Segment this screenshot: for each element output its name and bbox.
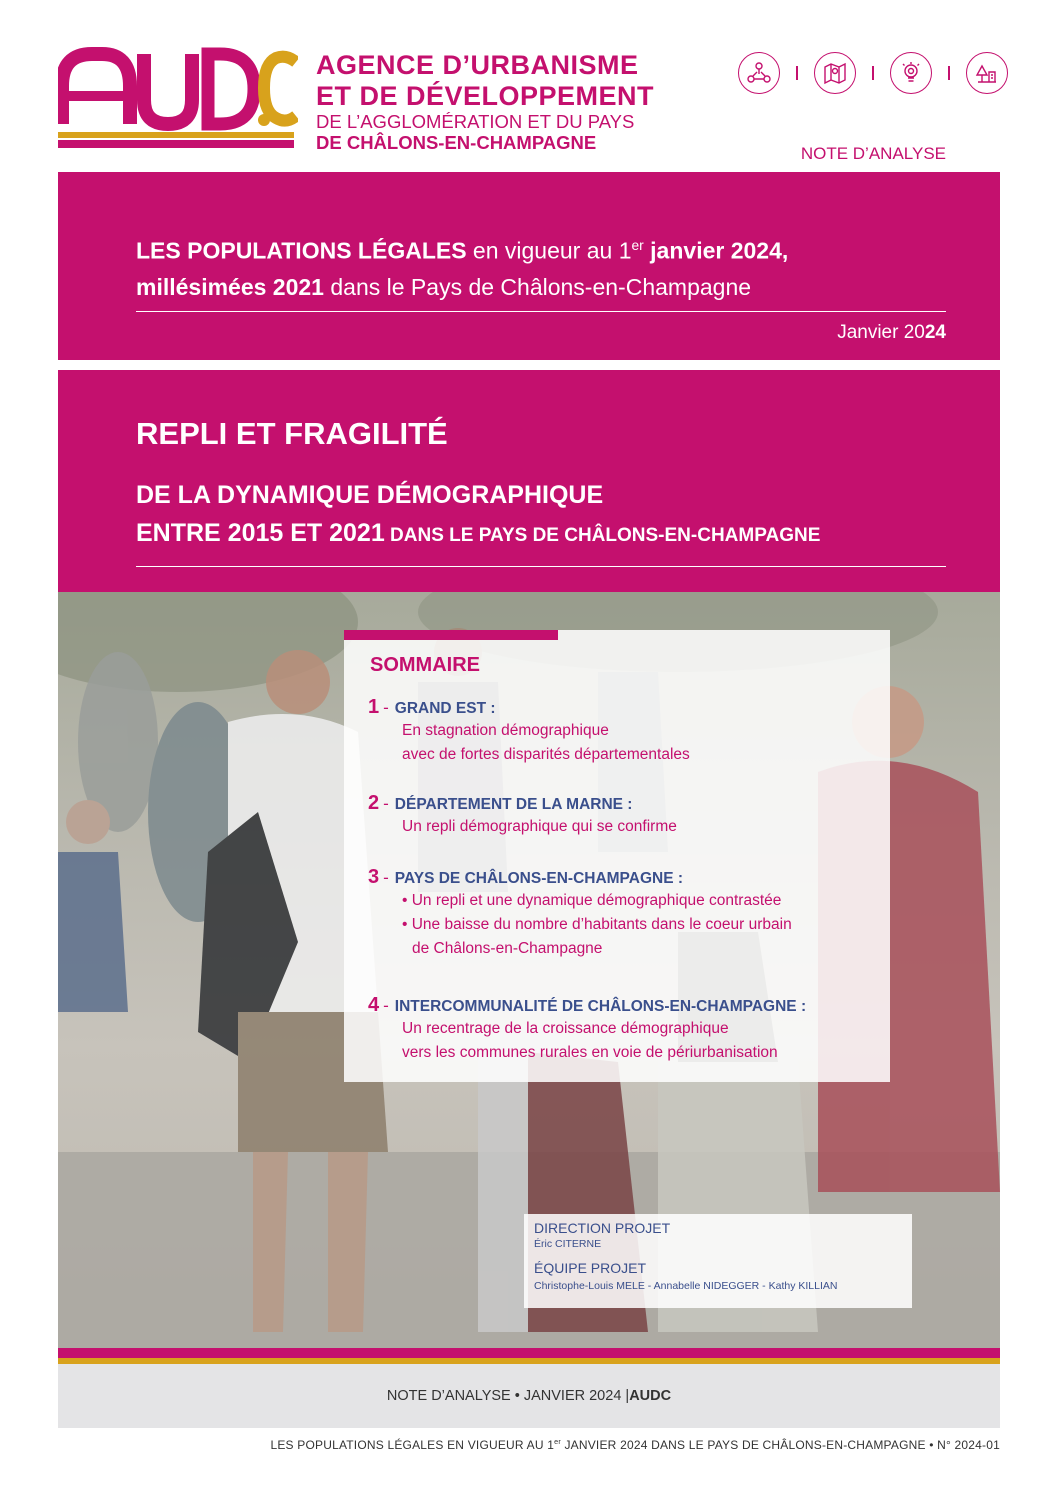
audc-logo (58, 40, 298, 150)
direction-label: DIRECTION PROJET (534, 1220, 671, 1236)
accent-bar (344, 630, 558, 640)
title-part-e: dans le Pays de Châlons-en-Champagne (323, 273, 752, 300)
document-reference (270, 1437, 1000, 1452)
headline-line-3b: DANS LE PAYS DE CHÂLONS-EN-CHAMPAGNE (384, 525, 821, 546)
title-part-a: LES POPULATIONS LÉGALES (136, 237, 467, 264)
item-dash: - (383, 996, 389, 1015)
map-icon (814, 52, 856, 94)
item-line: de Châlons-en-Champagne (412, 940, 603, 957)
separator (948, 66, 950, 80)
title-part-c: janvier 2024, (643, 237, 789, 264)
headline-line-2: DE LA DYNAMIQUE DÉMOGRAPHIQUE (136, 481, 604, 509)
summary-item-4[interactable] (368, 994, 806, 1065)
item-heading: GRAND EST : (394, 700, 496, 717)
item-heading: PAYS DE CHÂLONS-EN-CHAMPAGNE : (394, 870, 683, 887)
item-dash: - (383, 868, 389, 887)
title-sup: er (631, 238, 644, 253)
headline-sub (136, 476, 820, 555)
item-line: avec de fortes disparités départementales (402, 746, 690, 763)
reference-part-a: LES POPULATIONS LÉGALES EN VIGUEUR AU 1 (270, 1438, 555, 1452)
theme-icons (738, 52, 1008, 94)
summary-item-1[interactable] (368, 696, 690, 767)
table-of-contents (344, 630, 890, 1082)
team-value: Christophe-Louis MELE - Annabelle NIDEGGER - Kathy KILLIAN (534, 1280, 838, 1292)
item-number: 2 (368, 792, 380, 814)
title-part-b: en vigueur au 1 (466, 237, 632, 264)
item-line: Un recentrage de la croissance démographique (402, 1020, 729, 1037)
headline-banner (58, 370, 1000, 592)
item-line: En stagnation démographique (402, 722, 609, 739)
item-line: Un repli démographique qui se confirme (402, 818, 677, 835)
note-type-label: NOTE D’ANALYSE (800, 144, 946, 163)
footer-brand: AUDC (629, 1388, 672, 1404)
separator (872, 66, 874, 80)
item-number: 4 (368, 994, 380, 1016)
item-heading: DÉPARTEMENT DE LA MARNE : (394, 796, 633, 813)
date-part-b: 24 (924, 322, 946, 343)
item-line: • Un repli et une dynamique démographique contrastée (402, 892, 782, 909)
headline-main: REPLI ET FRAGILITÉ (136, 416, 448, 451)
organization-name (316, 52, 654, 152)
org-line-2: ET DE DÉVELOPPEMENT (316, 81, 655, 111)
item-line: vers les communes rurales en voie de périurbanisation (402, 1044, 778, 1061)
item-dash: - (383, 794, 389, 813)
item-heading: INTERCOMMUNALITÉ DE CHÂLONS-EN-CHAMPAGNE : (394, 998, 807, 1015)
headline-line-3a: ENTRE 2015 ET 2021 (136, 519, 385, 547)
footer-text: NOTE D’ANALYSE • JANVIER 2024 | (386, 1388, 630, 1404)
org-line-1: AGENCE D’URBANISME (316, 50, 639, 80)
publication-title (136, 228, 788, 305)
people-network-icon (738, 52, 780, 94)
nature-city-icon (966, 52, 1008, 94)
footer-stripe-magenta (58, 1348, 1000, 1358)
project-credits (524, 1214, 912, 1308)
org-line-4: DE CHÂLONS-EN-CHAMPAGNE (316, 131, 597, 153)
item-dash: - (383, 698, 389, 717)
separator (796, 66, 798, 80)
title-part-d: millésimées 2021 (136, 273, 324, 300)
date-part-a: Janvier 20 (837, 322, 925, 343)
reference-part-b: JANVIER 2024 DANS LE PAYS DE CHÂLONS-EN-CHAMPAGNE • N° 2024-01 (560, 1438, 1000, 1452)
item-line: • Une baisse du nombre d’habitants dans le coeur urbain (402, 916, 792, 933)
org-line-3: DE L’AGGLOMÉRATION ET DU PAYS (316, 111, 635, 132)
reference-sup: er (554, 1437, 561, 1446)
footer-bar (58, 1364, 1000, 1428)
team-label: ÉQUIPE PROJET (534, 1260, 647, 1276)
divider (136, 311, 946, 312)
lightbulb-gear-icon (890, 52, 932, 94)
summary-item-3[interactable] (368, 866, 792, 961)
publication-date (837, 322, 946, 344)
direction-value: Éric CITERNE (534, 1238, 602, 1250)
divider (136, 566, 946, 567)
item-number: 3 (368, 866, 380, 888)
summary-item-2[interactable] (368, 792, 677, 839)
summary-title: SOMMAIRE (370, 654, 480, 676)
item-number: 1 (368, 696, 380, 718)
title-banner (58, 172, 1000, 360)
